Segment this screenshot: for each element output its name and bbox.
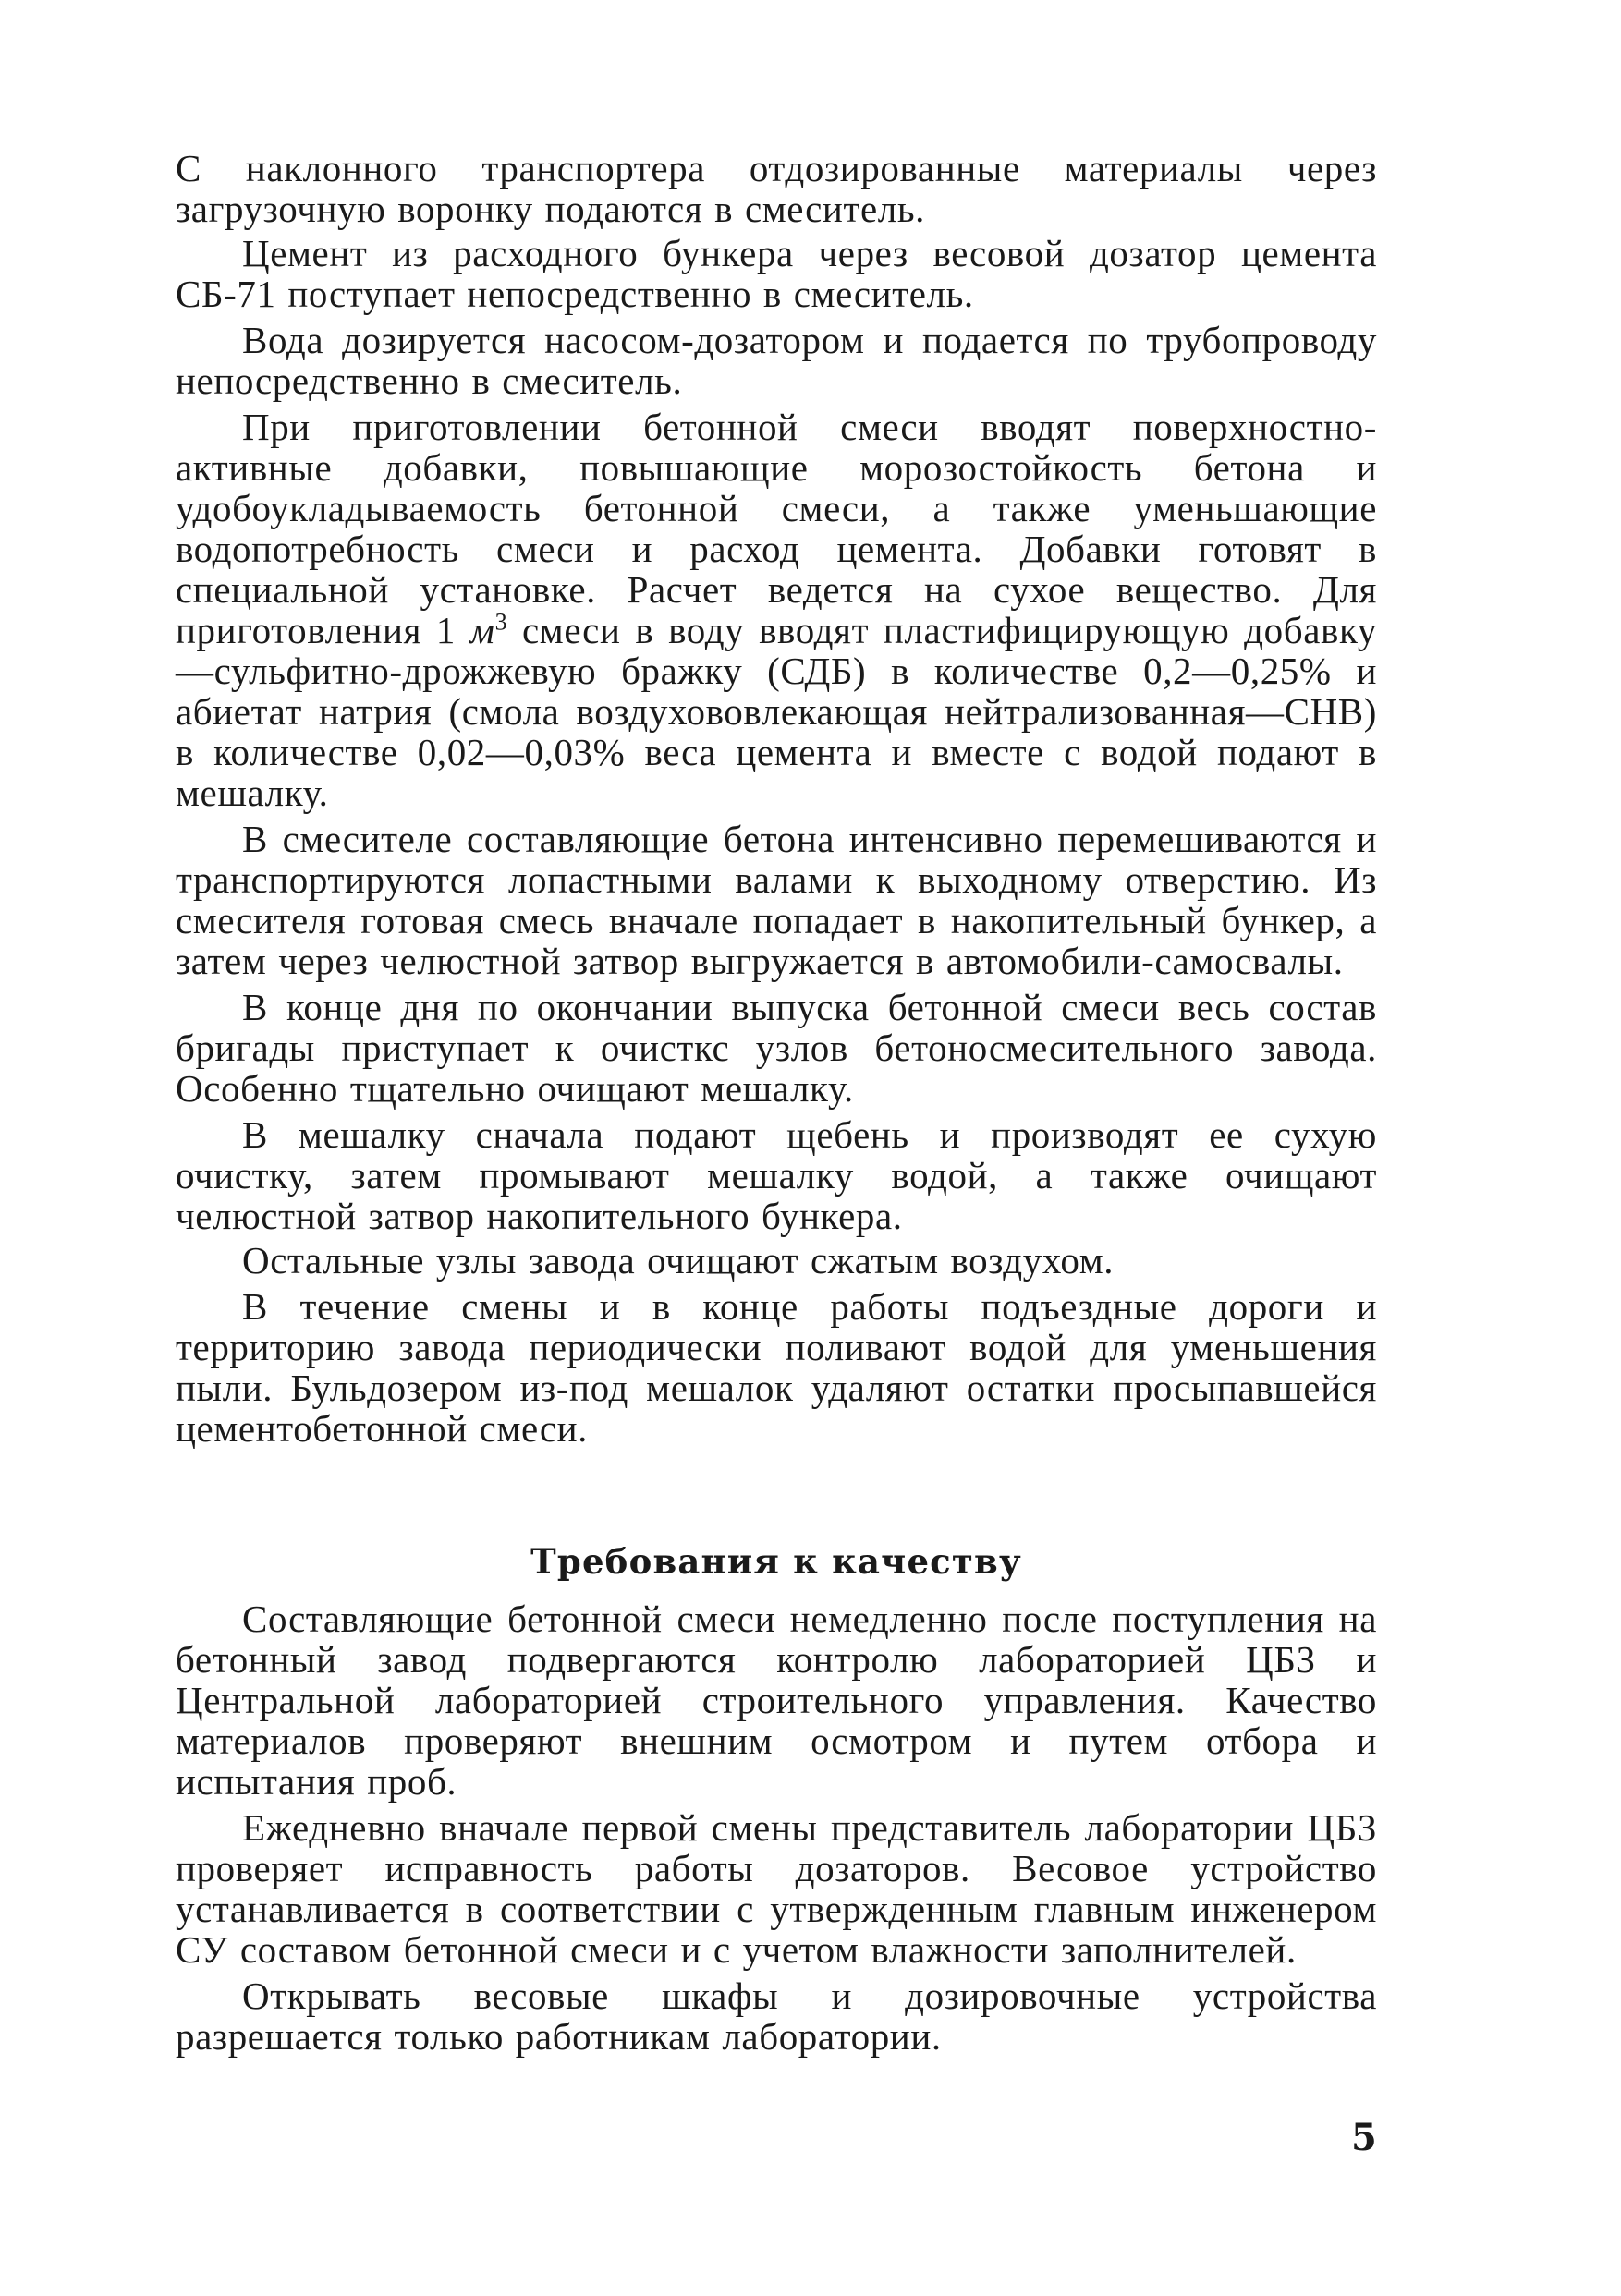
additives-text-part2: смеси в воду вводят пластифицирующую добавку—сульфитно-дрожжевую бражку (СДБ) в количестве 0,2—0,25% и абиетат натрия (смола воздухововлекающая нейтрализованная—СНВ) в количестве 0,02—0,03% веса цемента и вместе с водой подают в мешалку.	[176, 609, 1377, 814]
section-heading-quality: Требования к качеству	[530, 1541, 1022, 1582]
paragraph-additives	[176, 407, 1377, 813]
paragraph-transporter: С наклонного транспортера отдозированные материалы через загрузочную воронку подаются в смеситель.	[176, 147, 1377, 230]
paragraph-dosers-check: Ежедневно вначале первой смены представитель лаборатории ЦБЗ проверяет исправность работы дозаторов. Весовое устройство устанавливается в соответствии с утвержденным главным инженером СУ составом бетонной смеси и с учетом влажности заполнителей.	[176, 1806, 1377, 1971]
paragraph-cement: Цемент из расходного бункера через весовой дозатор цемента СБ-71 поступает непосредственно в смеситель.	[176, 232, 1377, 315]
page-number: 5	[1351, 2116, 1377, 2159]
paragraph-mixer-cleaning: В мешалку сначала подают щебень и производят ее сухую очистку, затем промывают мешалку водой, а также очищают челюстной затвор накопительного бункера.	[176, 1113, 1377, 1237]
additives-text-part1: При приготовлении бетонной смеси вводят поверхностно-активные добавки, повышающие морозостойкость бетона и удобоукладываемость бетонной смеси, а также уменьшающие водопотребность смеси и расход цемента. Добавки готовят в специальной установке. Расчет ведется на сухое вещество. Для приготовления 1	[176, 406, 1377, 651]
paragraph-mixer: В смесителе составляющие бетона интенсивно перемешиваются и транспортируются лопастными валами к выходному отверстию. Из смесителя готовая смесь вначале попадает в накопительный бункер, а затем через челюстной затвор выгружается в автомобили-самосвалы.	[176, 818, 1377, 982]
document-page	[176, 148, 1377, 2060]
paragraph-end-of-day: В конце дня по окончании выпуска бетонной смеси весь состав бригады приступает к очисткс узлов бетоносмесительного завода. Особенно тщательно очищают мешалку.	[176, 986, 1377, 1110]
paragraph-roads: В течение смены и в конце работы подъездные дороги и территорию завода периодически поливают водой для уменьшения пыли. Бульдозером из-под мешалок удаляют остатки просыпавшейся цементобетонной смеси.	[176, 1285, 1377, 1450]
unit-cubic-meter: м	[469, 609, 495, 651]
paragraph-water: Вода дозируется насосом-дозатором и подается по трубопроводу непосредственно в смеситель.	[176, 319, 1377, 402]
paragraph-cabinets: Открывать весовые шкафы и дозировочные устройства разрешается только работникам лаборатории.	[176, 1974, 1377, 2058]
paragraph-compressed-air: Остальные узлы завода очищают сжатым воздухом.	[242, 1239, 1115, 1282]
unit-power: 3	[494, 608, 508, 636]
paragraph-quality-control: Составляющие бетонной смеси немедленно после поступления на бетонный завод подвергаются контролю лабораторией ЦБЗ и Центральной лабораторией строительного управления. Качество материалов проверяют внешним осмотром и путем отбора и испытания проб.	[176, 1597, 1377, 1803]
